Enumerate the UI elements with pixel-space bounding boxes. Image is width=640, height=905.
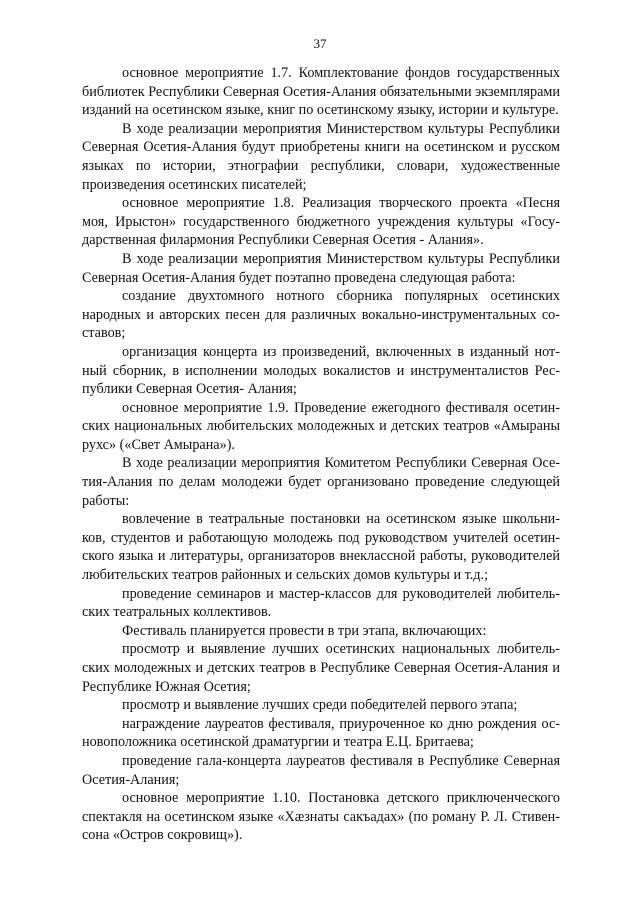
paragraph-concert: организация концерта из произведений, включенных в изданный нотный сборник, в исполнении молодых вокалистов и инструменталистов Республики Северная Осетия- Алания; [82, 343, 560, 398]
paragraph-songbook: создание двухтомного нотного сборника популярных осетинских народных и авторских песен для различных вокально-инструментальных составов; [82, 288, 560, 342]
paragraph-stage-one: просмотр и выявление лучших осетинских национальных любительских молодежных и детских театров в Республике Северная Осетия-Алания и Республике Южная Осетия; [82, 641, 560, 695]
paragraph-ministry-work: В ходе реализации мероприятия Министерством культуры Республики Северная Осетия-Алания будет поэтапно проведена следующая работа: [82, 250, 560, 286]
paragraph-gala-concert: проведение гала-концерта лауреатов фестиваля в Республике Северная Осетия-Алания; [82, 752, 560, 788]
paragraph-awards: награждение лауреатов фестиваля, приуроченное ко дню рождения основоположника осетинской драматургии и театра Е.Ц. Бритаева; [82, 715, 560, 751]
document-body [82, 64, 560, 845]
paragraph-measure-1-10: основное мероприятие 1.10. Постановка детского приключенческого спектакля на осетинском языке «Хæзнаты сакъадах» (по роману Р. Л. Стивенсона «Остров сокровищ»). [82, 790, 560, 844]
paragraph-festival-stages: Фестиваль планируется провести в три этапа, включающих: [122, 622, 487, 639]
paragraph-theatre-involvement: вовлечение в театральные постановки на осетинском языке школьников, студентов и работающую молодежь под руководством учителей осетинского языка и литературы, организаторов внеклассной работы, руководителей любительских театров районных и сельских домов культуры и т.д.; [82, 511, 560, 584]
paragraph-measure-1-8: основное мероприятие 1.8. Реализация творческого проекта «Песня моя, Ирыстон» государственного бюджетного учреждения культуры «Государственная филармония Республики Северная Осетия - Алания». [82, 195, 560, 249]
page-number: 37 [313, 36, 327, 51]
paragraph-ministry-books: В ходе реализации мероприятия Министерством культуры Республики Северная Осетия-Алания будут приобретены книги на осетинском и русском языках по истории, этнографии республики, словари, художественные произведения осетинских писателей; [82, 120, 560, 193]
paragraph-stage-two: просмотр и выявление лучших среди победителей первого этапа; [122, 697, 518, 714]
paragraph-measure-1-7: основное мероприятие 1.7. Комплектование фондов государственных библиотек Республики Северная Осетия-Алания обязательными экземплярами изданий на осетинском языке, книг по осетинскому языку, истории и культуре. [82, 65, 560, 119]
paragraph-youth-committee: В ходе реализации мероприятия Комитетом Республики Северная Осетия-Алания по делам молодежи будет организовано проведение следующей работы: [82, 455, 560, 509]
paragraph-measure-1-9: основное мероприятие 1.9. Проведение ежегодного фестиваля осетинских национальных любительских молодежных и детских театров «Амыраны рухс» («Свет Амырана»). [82, 399, 560, 453]
paragraph-seminars: проведение семинаров и мастер-классов для руководителей любительских театральных коллективов. [82, 585, 560, 621]
